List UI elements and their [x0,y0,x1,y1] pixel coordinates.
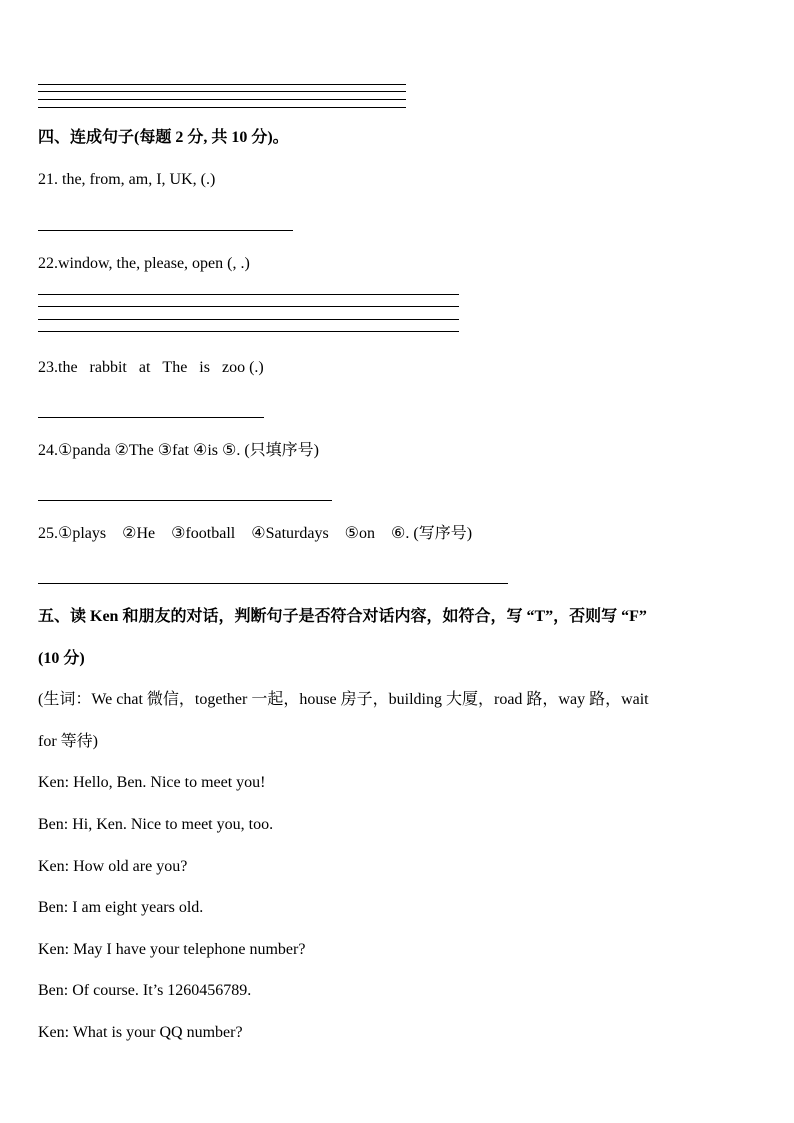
answer-line [38,331,459,332]
dialogue-line: Ken: What is your QQ number? [38,1024,243,1041]
vocabulary-note-cont: for 等待) [38,733,98,750]
answer-line [38,107,406,108]
answer-line [38,230,293,231]
answer-line [38,294,459,295]
dialogue-line: Ken: Hello, Ben. Nice to meet you! [38,774,266,791]
answer-line [38,91,406,92]
answer-line [38,84,406,85]
question-22: 22.window, the, please, open (, .) [38,255,250,272]
answer-line [38,306,459,307]
question-25: 25.①plays ②He ③football ④Saturdays ⑤on ⑥. (写序号) [38,525,473,542]
question-23: 23.the rabbit at The is zoo (.) [38,359,264,376]
dialogue-line: Ben: Of course. It’s 1260456789. [38,982,252,999]
section-4-heading: 四、连成句子(每题 2 分, 共 10 分)。 [38,129,289,146]
dialogue-line: Ken: May I have your telephone number? [38,941,306,958]
question-21: 21. the, from, am, I, UK, (.) [38,171,216,188]
answer-line [38,500,332,501]
dialogue-line: Ben: I am eight years old. [38,899,204,916]
answer-line [38,583,508,584]
answer-line [38,99,406,100]
section-5-points: (10 分) [38,650,85,667]
answer-line [38,417,264,418]
section-5-heading: 五、读 Ken 和朋友的对话，判断句子是否符合对话内容，如符合，写 “T”，否则写 “F” [38,608,647,625]
dialogue-line: Ben: Hi, Ken. Nice to meet you, too. [38,816,274,833]
answer-line [38,319,459,320]
vocabulary-note: (生词：We chat 微信，together 一起，house 房子，building 大厦，road 路，way 路，wait [38,691,649,708]
question-24: 24.①panda ②The ③fat ④is ⑤. (只填序号) [38,442,320,459]
dialogue-line: Ken: How old are you? [38,858,188,875]
